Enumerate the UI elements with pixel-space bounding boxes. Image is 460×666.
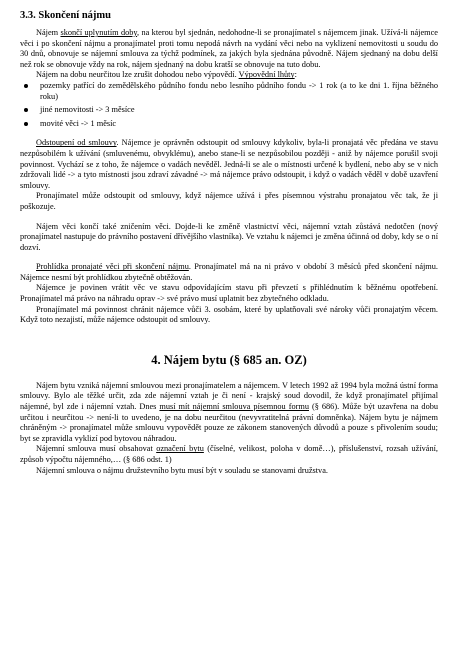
paragraph-landlord-withdrawal: Pronajímatel může odstoupit od smlouvy, když nájemce užívá i přes písemnou výstrahu pronajatou věc tak, že ji poškozuje.: [20, 191, 438, 211]
underlined-term: Prohlídka pronajaté věci při skončení nájmu: [36, 262, 189, 272]
spacer: [20, 213, 438, 222]
paragraph-contract-content: Nájemní smlouva musí obsahovat označení bytu (číselné, velikost, poloha v domě…), příslušenství, rozsah užívání, způsob výpočtu nájemného,… (§ 686 odst. 1): [20, 444, 438, 464]
paragraph-destruction: Nájem věci končí také zničením věci. Dojde-li ke změně vlastnictví věci, nájemní vztah zůstává nedotčen (nový pronajímatel nastupuje do právního postavení dřívějšího vlastníka). Ve vztahu k nájemci je změna účinná od doby, kdy se o ní dozví.: [20, 221, 438, 252]
paragraph-return: Nájemce je povinen vrátit věc ve stavu odpovídajícím stavu při převzetí s přihlédnutím k běžnému opotřebení. Pronajímatel má právo na náhradu oprav -> své právo musí uplatnit bez zbytečného odkladu.: [20, 283, 438, 304]
underlined-term: skončí uplynutím doby: [60, 28, 138, 37]
paragraph-flat-lease: Nájem bytu vzniká nájemní smlouvou mezi pronajímatelem a nájemcem. V letech 1992 až 1994 byla možná ústní forma smlouvy. Bylo ale těžké určit, zda zde nájemní vztah je či není - krajský soud dovodil, že když pronajímatel přijímal nájemné, byl zde i nájemní vztah. Dnes musí mít nájemní smlouva písemnou formu (§ 686). Může být uzavřena na dobu určitou i neurčitou -> není-li to uvedeno, je na dobu neurčitou (nevyvratitelná právní domněnka). Nájem bytu je nájmem chráněným -> pronajímatel může smlouvu vypovědět pouze ze zákonem stanovených důvodů a pouze s přivolením soudu; byt se zpravidla vyklizí pod bytovou náhradou.: [20, 380, 439, 443]
spacer: [20, 253, 438, 262]
paragraph-withdrawal: Odstoupení od smlouvy. Nájemce je oprávněn odstoupit od smlouvy kdykoliv, byla-li pronajatá věc předána ve stavu nezpůsobilém k užívání (smluvenému, obvyklému), anebo stane-li se nezpůsobilou později - aniž by nájemce porušil svoji povinnost. Vychází se z toho, že nájemce o vadách nevěděl. Jedná-li se ale o místnosti určené k bydlení, nebo aby se v nich zdržovali lidé -> a tyto místnosti jsou zdraví závadné -> má nájemce právo odstoupit, i když o vadách věděl v době uzavření smlouvy.: [20, 138, 438, 190]
list-item: pozemky patřící do zemědělského půdního fondu nebo lesního půdního fondu -> 1 rok (a to ke dni 1. října běžného roku): [20, 81, 438, 102]
underlined-term: Odstoupení od smlouvy: [36, 138, 117, 148]
underlined-term: Výpovědní lhůty: [238, 70, 295, 80]
paragraph-end-of-lease: Nájem skončí uplynutím doby, na kterou byl sjednán, nedohodne-li se pronajímatel s nájemcem jinak. Užívá-li nájemce věci i po skončení nájmu a pronajímatel proti tomu nepodá návrh na vydání věci nebo na vyklizení nemovitosti u soudu do 30 dnů, obnovuje se nájemní smlouva za týchž podmínek, za jakých byla sjednána původně. Nájem sjednaný na dobu delší než rok se obnovuje vždy na rok, nájem sjednaný na dobu kratší se obnovuje na tuto dobu.: [20, 28, 438, 69]
notice-periods-list: [20, 81, 438, 129]
chapter-heading: 4. Nájem bytu (§ 685 an. OZ): [151, 352, 307, 367]
spacer: [20, 326, 438, 353]
paragraph-notice: Nájem na dobu neurčitou lze zrušit dohodou nebo výpovědí. Výpovědní lhůty:: [36, 70, 297, 80]
list-item: jiné nemovitosti -> 3 měsíce: [20, 105, 438, 116]
list-item: movité věci -> 1 měsíc: [20, 119, 438, 130]
paragraph-cooperative: Nájemní smlouva o nájmu družstevního bytu musí být v souladu se stanovami družstva.: [36, 465, 328, 475]
underlined-term: musí mít nájemní smlouva písemnou formu: [159, 402, 309, 412]
section-heading: 3.3. Skončení nájmu: [20, 10, 112, 21]
paragraph-protection: Pronajímatel má povinnost chránit nájemce vůči 3. osobám, které by uplatňovali své nároky vůči pronajatým věcem. Když toto nezajistí, může nájemce odstoupit od smlouvy.: [20, 304, 438, 325]
spacer: [20, 129, 438, 138]
paragraph-inspection: Prohlídka pronajaté věci při skončení nájmu. Pronajímatel má na ni právo v období 3 měsíců před skončení nájmu. Nájemce nesmí být prohlídkou zbytečně obtěžován.: [20, 262, 438, 282]
underlined-term: označení bytu: [156, 444, 204, 454]
